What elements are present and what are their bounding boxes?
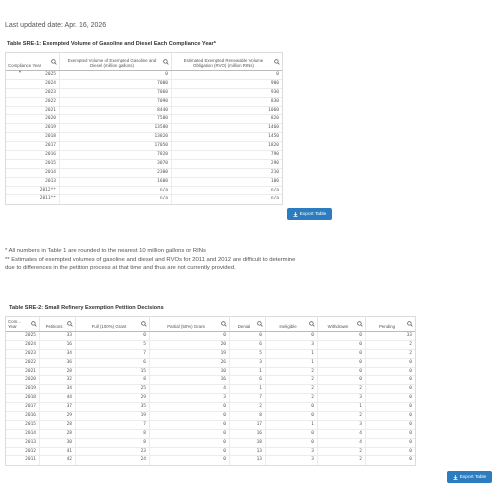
table2-row	[6, 430, 415, 439]
table2-header-pending[interactable]	[366, 317, 415, 331]
search-icon[interactable]	[67, 321, 73, 327]
table2-cell: 0	[409, 377, 412, 383]
table2-cell: 13	[230, 456, 266, 465]
search-icon[interactable]	[31, 321, 37, 327]
table1-row	[6, 107, 282, 116]
table2-cell: 2015	[6, 421, 40, 429]
table1-cell: 1820	[268, 143, 279, 149]
export-table1-label: Export Table	[299, 211, 327, 217]
table2-cell: 0	[266, 412, 318, 420]
table1-row	[6, 169, 282, 178]
table2-header-denial-label: Denial	[237, 324, 251, 329]
table2-row	[6, 456, 415, 465]
table1-header-year[interactable]	[6, 53, 60, 74]
table2-cell: 7	[76, 421, 150, 429]
table2-cell: 42	[40, 456, 76, 465]
table1-cell: n/a	[270, 187, 279, 193]
table1-cell: 2012**	[6, 187, 60, 195]
table1-row	[6, 160, 282, 169]
table2-cell: 2	[230, 403, 266, 411]
table2-cell: 2020	[6, 376, 40, 384]
export-table1-button[interactable]	[287, 208, 332, 220]
table2-header-denial[interactable]	[230, 317, 266, 331]
table1-cell: 2016	[6, 151, 60, 159]
table2-row	[6, 412, 415, 421]
table2-cell: 0	[409, 359, 412, 365]
download-icon	[293, 212, 298, 217]
table2-row	[6, 359, 415, 368]
table2-cell: 3	[150, 394, 230, 402]
table2-cell: 32	[40, 376, 76, 384]
table2-cell: 0	[318, 376, 366, 384]
table1-cell: n/a	[60, 187, 172, 195]
table2-cell: 0	[409, 395, 412, 401]
table2-cell: 0	[266, 403, 318, 411]
sort-descending-icon[interactable]: ▼	[18, 69, 22, 74]
table2-cell: 0	[409, 404, 412, 410]
table2-header-partial-grant-label: Partial (50%) Grant	[167, 324, 205, 329]
table2-cell: 0	[409, 421, 412, 427]
table1-cell: n/a	[270, 196, 279, 202]
table2-cell: 16	[150, 376, 230, 384]
table2-cell: 2	[266, 368, 318, 376]
table1-cell: 0	[276, 72, 279, 77]
table2-cell: 0	[266, 332, 318, 340]
export-table2-button[interactable]	[447, 471, 492, 483]
table2-cell: 2023	[6, 350, 40, 358]
table1-title: Table SRE-1: Exempted Volume of Gasoline and Diesel Each Compliance Year*	[7, 41, 216, 47]
table1-cell: 7060	[60, 89, 172, 97]
table2-row	[6, 341, 415, 350]
table2-header-full-grant-label: Full (100%) Grant	[91, 324, 127, 329]
table2-cell: 0	[318, 350, 366, 358]
table2-cell: 35	[76, 403, 150, 411]
table1-cell: 2015	[6, 160, 60, 168]
table2-cell: 0	[318, 332, 366, 340]
table1-cell: 17050	[60, 142, 172, 150]
table2-cell: 0	[150, 403, 230, 411]
table2-cell: 5	[76, 341, 150, 349]
table1-cell: 8440	[60, 107, 172, 115]
table2-cell: 2024	[6, 341, 40, 349]
table2-cell: 2	[318, 385, 366, 393]
table2-cell: 1	[318, 403, 366, 411]
table2-row	[6, 439, 415, 448]
table2-cell: 23	[76, 448, 150, 456]
table2-cell: 0	[150, 456, 230, 465]
table1-cell: n/a	[60, 195, 172, 204]
search-icon[interactable]	[407, 321, 413, 327]
table1-cell: 930	[270, 89, 279, 95]
table2-cell: 2011	[6, 456, 40, 465]
table2-cell: 4	[318, 439, 366, 447]
table2-title: Table SRE-2: Small Refinery Exemption Petition Decisions	[9, 305, 164, 311]
table2-cell: 3	[266, 448, 318, 456]
table1-row	[6, 178, 282, 187]
table2-cell: 24	[76, 456, 150, 465]
table2-cell: 30	[40, 439, 76, 447]
table2-cell: 2018	[6, 394, 40, 402]
table2-cell: 8	[76, 439, 150, 447]
table2-cell: 25	[76, 385, 150, 393]
table1-cell: 210	[270, 169, 279, 175]
table2-cell: 0	[150, 448, 230, 456]
table2-cell: 0	[409, 448, 412, 454]
table2-row	[6, 332, 415, 341]
table1-cell: 2017	[6, 142, 60, 150]
table2-cell: 10	[150, 368, 230, 376]
table2-cell: 0	[409, 430, 412, 436]
table2-cell: 16	[230, 430, 266, 438]
table2-cell: 33	[40, 332, 76, 340]
table1-cell: 2011**	[6, 195, 60, 204]
table1-cell: 2024	[6, 80, 60, 88]
search-icon[interactable]	[357, 321, 363, 327]
table2-cell: 0	[318, 341, 366, 349]
table2-cell: 19	[150, 350, 230, 358]
table2-cell: 29	[40, 412, 76, 420]
table2-row	[6, 368, 415, 377]
table2-header-ineligible-label: Ineligible	[279, 324, 297, 329]
table2-cell: 2	[266, 385, 318, 393]
table2-cell: 0	[230, 332, 266, 340]
search-icon[interactable]	[274, 59, 280, 65]
table2-cell: 41	[40, 448, 76, 456]
table2-cell: 6	[230, 341, 266, 349]
table1-cell: 13820	[60, 133, 172, 141]
table2-cell: 0	[409, 413, 412, 419]
table2-row	[6, 421, 415, 430]
table2-cell: 0	[318, 368, 366, 376]
table2-cell: 3	[230, 359, 266, 367]
table1-cell: 2014	[6, 169, 60, 177]
table2-cell: 18	[230, 439, 266, 447]
table2-cell: 3	[266, 341, 318, 349]
download-icon	[453, 475, 458, 480]
table2-cell: 44	[40, 394, 76, 402]
table2-cell: 1	[230, 368, 266, 376]
table2-header-petitions-label: Petitions	[45, 324, 63, 329]
table1-cell: 2025	[6, 71, 60, 79]
table2-cell: 7	[76, 350, 150, 358]
table2-header-ineligible[interactable]	[266, 317, 318, 331]
table1-cell: 2019	[6, 124, 60, 132]
table1-header-gallons[interactable]	[60, 53, 172, 70]
table1-row	[6, 142, 282, 151]
table2-cell: 28	[40, 368, 76, 376]
table2-cell: 2014	[6, 430, 40, 438]
table2-cell: 26	[150, 359, 230, 367]
table2-cell: 13	[230, 448, 266, 456]
table1-cell: 1600	[60, 178, 172, 186]
table2-cell: 16	[40, 341, 76, 349]
table2-cell: 0	[409, 386, 412, 392]
export-table2-label: Export Table	[459, 474, 487, 480]
note-1: * All numbers in Table 1 are rounded to the nearest 10 million gallons or RINs	[5, 248, 206, 254]
table2-cell: 0	[266, 439, 318, 447]
table1-row	[6, 115, 282, 124]
table1-cell: 900	[270, 80, 279, 86]
table2-cell: 28	[40, 430, 76, 438]
table2-cell: 8	[76, 430, 150, 438]
table2-cell: 3	[318, 394, 366, 402]
table2-header-full-grant[interactable]	[76, 317, 150, 331]
search-icon[interactable]	[257, 321, 263, 327]
table1-cell: 7580	[60, 115, 172, 123]
table1-row	[6, 98, 282, 107]
table2-cell: 36	[40, 359, 76, 367]
table2-cell: 6	[76, 359, 150, 367]
table2-row	[6, 385, 415, 394]
table1	[5, 52, 283, 205]
table2-cell: 2021	[6, 368, 40, 376]
table1-row	[6, 71, 282, 80]
table2-cell: 15	[76, 368, 150, 376]
table2-cell: 4	[150, 385, 230, 393]
table2-cell: 28	[40, 421, 76, 429]
table2-cell: 2019	[6, 385, 40, 393]
table1-header-rins-label: Estimated Exempted Renewable Volume Obligation (RVO) (million RINs)	[183, 58, 264, 68]
search-icon[interactable]	[163, 59, 169, 65]
table1-cell: 2013	[6, 178, 60, 186]
table1-cell: 820	[270, 116, 279, 122]
table2-cell: 20	[150, 341, 230, 349]
table2-cell: 0	[318, 359, 366, 367]
table1-cell: 7090	[60, 98, 172, 106]
table2-cell: 0	[266, 430, 318, 438]
table2-cell: 33	[406, 333, 412, 338]
table1-header-gallons-label: Exempted Volume of Exempted Gasoline and Diesel (million gallons)	[67, 58, 157, 68]
table1-cell: 7820	[60, 151, 172, 159]
table1-cell: 2021	[6, 107, 60, 115]
table2-header-partial-grant[interactable]	[150, 317, 230, 331]
table1-cell: 2020	[6, 115, 60, 123]
table1-header-rins[interactable]	[172, 53, 282, 70]
search-icon[interactable]	[221, 321, 227, 327]
table1-cell: 7000	[60, 80, 172, 88]
table2-body	[6, 332, 415, 465]
table2-cell: 29	[76, 394, 150, 402]
table1-row	[6, 89, 282, 98]
table2-cell: 2	[318, 456, 366, 465]
search-icon[interactable]	[309, 321, 315, 327]
table2-cell: 34	[40, 350, 76, 358]
table1-cell: 100	[270, 178, 279, 184]
table2-cell: 17	[230, 421, 266, 429]
table2-cell: 2	[266, 394, 318, 402]
table1-cell: 790	[270, 152, 279, 158]
table1-row	[6, 187, 282, 196]
table1-row	[6, 124, 282, 133]
table2-cell: 2	[318, 412, 366, 420]
table2-cell: 0	[150, 332, 230, 340]
table2-cell: 0	[409, 457, 412, 463]
table1-cell: 2023	[6, 89, 60, 97]
table2-header-petitions[interactable]	[40, 317, 76, 331]
table1-cell: 1460	[268, 125, 279, 131]
table2-header-year-label: Com... Year	[8, 319, 21, 329]
table2-cell: 3	[266, 456, 318, 465]
table2-cell: 2	[318, 448, 366, 456]
table2-cell: 0	[150, 430, 230, 438]
table1-header-year-label: Compliance Year	[8, 63, 42, 68]
table2-cell: 3	[318, 421, 366, 429]
table2-row	[6, 394, 415, 403]
table1-cell: 290	[270, 160, 279, 166]
table2-cell: 0	[150, 412, 230, 420]
table2-header-row	[6, 317, 415, 332]
table1-cell: 3070	[60, 160, 172, 168]
table2-cell: 2025	[6, 332, 40, 340]
table2-cell: 2	[266, 376, 318, 384]
table2-cell: 1	[230, 385, 266, 393]
search-icon[interactable]	[141, 321, 147, 327]
table1-header-row	[6, 53, 282, 74]
table1-cell: 0	[60, 71, 172, 79]
table1-cell: 830	[270, 98, 279, 104]
table1-cell: 1060	[268, 107, 279, 113]
table2-cell: 2012	[6, 448, 40, 456]
table2-cell: 34	[40, 385, 76, 393]
table2-cell: 8	[76, 376, 150, 384]
table2-cell: 7	[230, 394, 266, 402]
table2-header-withdrawn[interactable]	[318, 317, 366, 331]
table2-cell: 0	[150, 439, 230, 447]
table2-header-pending-label: Pending	[378, 324, 396, 329]
table2-cell: 8	[230, 412, 266, 420]
table2-cell: 6	[230, 376, 266, 384]
note-2: ** Estimates of exempted volumes of gasoline and diesel and RVOs for 2011 and 2012 are difficult to determine due to differences in the petition process at that time and thus are not currently provided.	[5, 256, 296, 272]
table2-cell: 0	[409, 368, 412, 374]
table2-cell: 5	[230, 350, 266, 358]
table2-row	[6, 350, 415, 359]
table1-row	[6, 133, 282, 142]
table2-cell: 2013	[6, 439, 40, 447]
table1-cell: 2022	[6, 98, 60, 106]
table2-cell: 0	[409, 439, 412, 445]
table2-cell: 0	[150, 421, 230, 429]
table2	[5, 316, 416, 466]
table2-cell: 37	[40, 403, 76, 411]
table2-cell: 2	[409, 341, 412, 347]
table2-header-year[interactable]	[6, 317, 40, 331]
table2-cell: 2022	[6, 359, 40, 367]
table2-row	[6, 448, 415, 457]
table2-cell: 0	[76, 332, 150, 340]
table2-cell: 2	[409, 350, 412, 356]
table2-cell: 1	[266, 359, 318, 367]
table1-body	[6, 71, 282, 204]
notes	[5, 247, 305, 273]
table1-cell: 2300	[60, 169, 172, 177]
table1-row	[6, 195, 282, 204]
table2-cell: 2017	[6, 403, 40, 411]
table1-row	[6, 80, 282, 89]
table2-row	[6, 403, 415, 412]
table2-cell: 2016	[6, 412, 40, 420]
table2-row	[6, 376, 415, 385]
search-icon[interactable]	[51, 59, 57, 65]
table1-row	[6, 151, 282, 160]
table1-cell: 1450	[268, 134, 279, 140]
table2-cell: 19	[76, 412, 150, 420]
last-updated: Last updated date: Apr. 16, 2026	[5, 22, 107, 29]
table1-cell: 13580	[60, 124, 172, 132]
table2-header-withdrawn-label: Withdrawn	[327, 324, 349, 329]
table2-cell: 4	[318, 430, 366, 438]
table1-cell: 2018	[6, 133, 60, 141]
table2-cell: 1	[266, 421, 318, 429]
table2-cell: 1	[266, 350, 318, 358]
